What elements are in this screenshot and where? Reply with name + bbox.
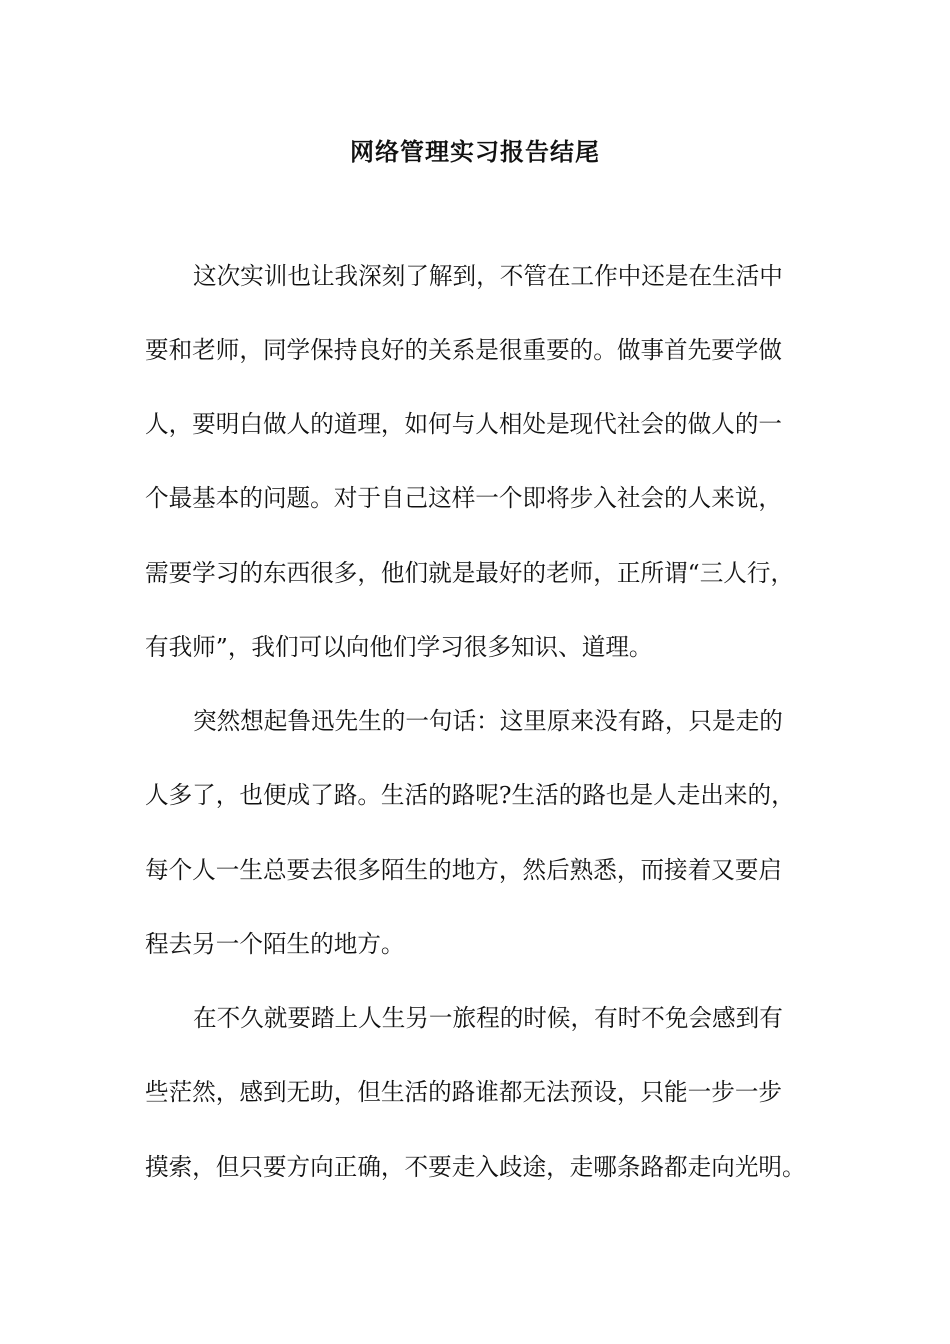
text-line: 突然想起鲁迅先生的一句话：这里原来没有路，只是走的 xyxy=(193,707,783,735)
text-line: 要和老师，同学保持良好的关系是很重要的。做事首先要学做 xyxy=(145,336,783,364)
text-line: 摸索，但只要方向正确，不要走入歧途，走哪条路都走向光明。 xyxy=(145,1153,806,1181)
text-line: 人多了，也便成了路。生活的路呢?生活的路也是人走出来的， xyxy=(145,781,795,809)
text-line: 有我师”，我们可以向他们学习很多知识、道理。 xyxy=(145,633,653,661)
text-line: 在不久就要踏上人生另一旅程的时候，有时不免会感到有 xyxy=(193,1004,783,1032)
text-line: 个最基本的问题。对于自己这样一个即将步入社会的人来说， xyxy=(145,484,783,512)
text-line: 这次实训也让我深刻了解到，不管在工作中还是在生活中 xyxy=(193,262,783,290)
text-line: 些茫然，感到无助，但生活的路谁都无法预设，只能一步一步 xyxy=(145,1078,783,1106)
text-line: 每个人一生总要去很多陌生的地方，然后熟悉，而接着又要启 xyxy=(145,856,783,884)
text-line: 程去另一个陌生的地方。 xyxy=(145,930,405,958)
text-line: 人，要明白做人的道理，如何与人相处是现代社会的做人的一 xyxy=(145,410,783,438)
text-line: 需要学习的东西很多，他们就是最好的老师，正所谓“三人行， xyxy=(145,559,795,587)
document-title: 网络管理实习报告结尾 xyxy=(350,137,600,166)
